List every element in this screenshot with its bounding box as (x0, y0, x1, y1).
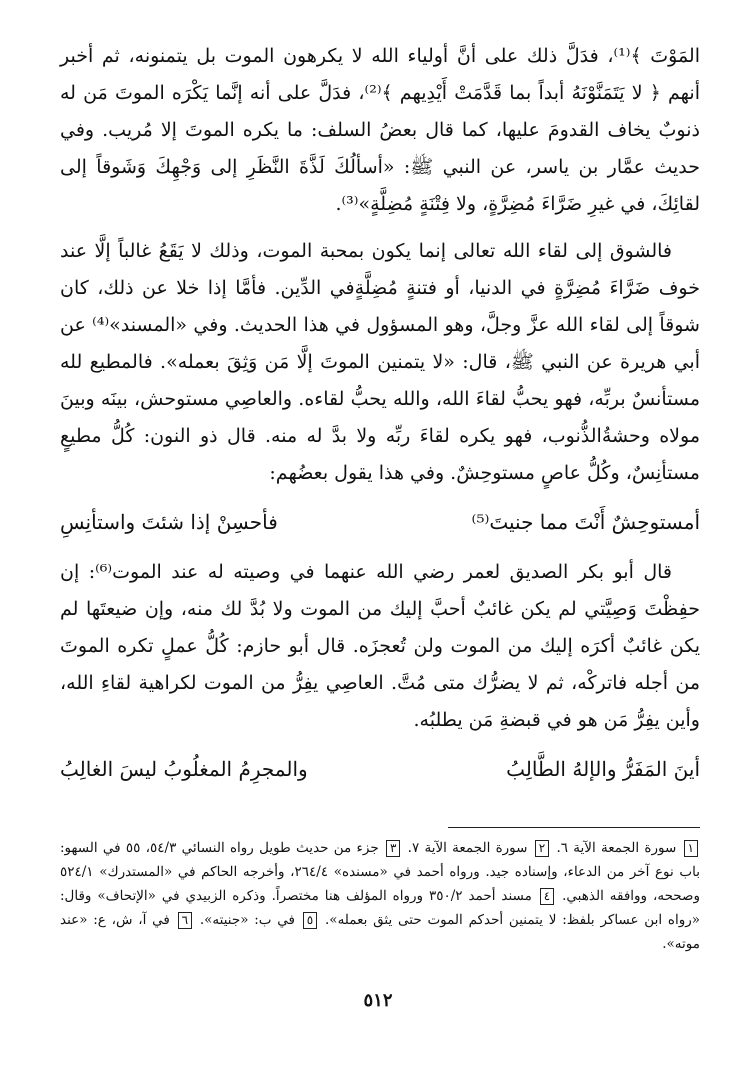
verse-line-2 (60, 749, 700, 789)
footnote-marker-3: ٣ (386, 840, 400, 857)
paragraph-3: قال أبو بكر الصديق لعمر رضي الله عنهما في وصيته له عند الموت⁽⁶⁾: إن حفِظْتَ وَصِيَّتي لم يكن غائبٌ أحبَّ إليك من الموت ولا بُدَّ لك منه، وإن ضيعتَها لم يكن غائبٌ أكرَه إليك من الموت ولن تُعجزَه. قال أبو حازم: كُلُّ عملٍ تكره الموتَ من أجله فاتركْه، ثم لا يضرُّك متى مُتَّ. العاصِي يفِرُّ من الموت لكراهية لقاءِ الله، وأين يفِرُّ مَن هو في قبضةِ مَن يطلبُه. (60, 561, 700, 731)
verse-1-first-hemistich: أمستوحِشٌ أَنْتَ مما جنيتَ⁽⁵⁾ (471, 510, 700, 534)
footnote-marker-6: ٦ (178, 912, 192, 929)
footnote-text-6: في آ، ش، ع: «عند موته». (60, 912, 700, 952)
footnotes (60, 836, 700, 956)
footnote-marker-5: ٥ (303, 912, 317, 929)
footnote-marker-1: ١ (684, 840, 698, 857)
paragraph-2: فالشوق إلى لقاء الله تعالى إنما يكون بمحبة الموت، وذلك لا يَقَعُ غالباً إلَّا عند خوف ضَرَّاءَ مُضِرَّةٍ في الدنيا، أو فتنةٍ مُضِلَّةٍفي الدِّين. فأمَّا إذا خلا عن ذلك، كان شوقاً إلى لقاء الله عزَّ وجلَّ، وهو المسؤول في هذا الحديث. وفي «المسند»⁽⁴⁾ عن أبي هريرة عن النبي ﷺ، قال: «لا يتمنين الموتَ إلَّا مَن وَثِقَ بعمله». فالمطيع لله مستأنسٌ بربِّه، فهو يحبُّ لقاءَ الله، والله يحبُّ لقاءه. والعاصِي مستوحش، بينَه وبينَ مولاه وحشةُالذُّنوب، فهو يكره لقاءَ ربِّه ولا بدَّ له منه. قال ذو النون: كُلُّ مطيعٍ مستأنِسٌ، وكُلُّ عاصٍ مستوحِشٌ. وفي هذا يقول بعضُهم: (60, 240, 700, 484)
verse-1-second-hemistich: فأحسِنْ إذا شئتَ واستأنِسِ (60, 510, 278, 534)
footnote-text-4: مسند أحمد ٣٥٠/٢ ورواه المؤلف هنا مختصراً. وذكره الزبيدي في «الإتحاف» وقال: «رواه ابن عساكر بلفظ: لا يتمنين أحدكم الموت حتى يثق بعمله». (60, 888, 700, 928)
footnote-text-1: سورة الجمعة الآية ٦. (556, 840, 677, 856)
footnote-text-5: في ب: «جنيته». (199, 912, 295, 928)
footnote-text-2: سورة الجمعة الآية ٧. (407, 840, 528, 856)
footnote-text-3: جزء من حديث طويل رواه النسائي ٥٤/٣، ٥٥ في السهو: باب نوع آخر من الدعاء، وإسناده جيد. ورواه أحمد في «مسنده» ٢٦٤/٤، وأخرجه الحاكم في «المستدرك» ٥٢٤/١ وصححه، ووافقه الذهبي. (60, 840, 700, 904)
paragraph-1: المَوْتَ ﴾⁽¹⁾، فدَلَّ ذلك على أنَّ أولياء الله لا يكرهون الموت بل يتمنونه، ثم أخبر أنهم ﴿ لا يَتَمَنَّوْنَهُ أبداً بما قَدَّمَتْ أَيْدِيهم ﴾⁽²⁾، فدَلَّ على أنه إنَّما يَكْرَه الموتَ مَن له ذنوبٌ يخاف القدومَ عليها، كما قال بعضُ السلف: ما يكره الموتَ إلا مُريب. وفي حديث عمَّار بن ياسر، عن النبي ﷺ: «أسألُكَ لَذَّةَ النَّظَرِ إلى وَجْهِكَ وَشَوقاً إلى لقائِكَ، في غيرِ ضَرَّاءَ مُضِرَّةٍ، ولا فِتْنَةٍ مُضِلَّةٍ»⁽³⁾. (60, 45, 700, 215)
verse-2-second-hemistich: والمجرِمُ المغلُوبُ ليسَ الغالِبُ (60, 757, 308, 781)
footnote-marker-2: ٢ (535, 840, 549, 857)
page-number: ٥١٢ (363, 990, 393, 1011)
verse-line-1 (60, 502, 700, 542)
main-text (60, 38, 700, 801)
verse-2-first-hemistich: أينَ المَفَرُّ والإلهُ الطَّالِبُ (506, 757, 700, 781)
footnote-separator (448, 827, 700, 828)
footnote-marker-4: ٤ (540, 888, 554, 905)
